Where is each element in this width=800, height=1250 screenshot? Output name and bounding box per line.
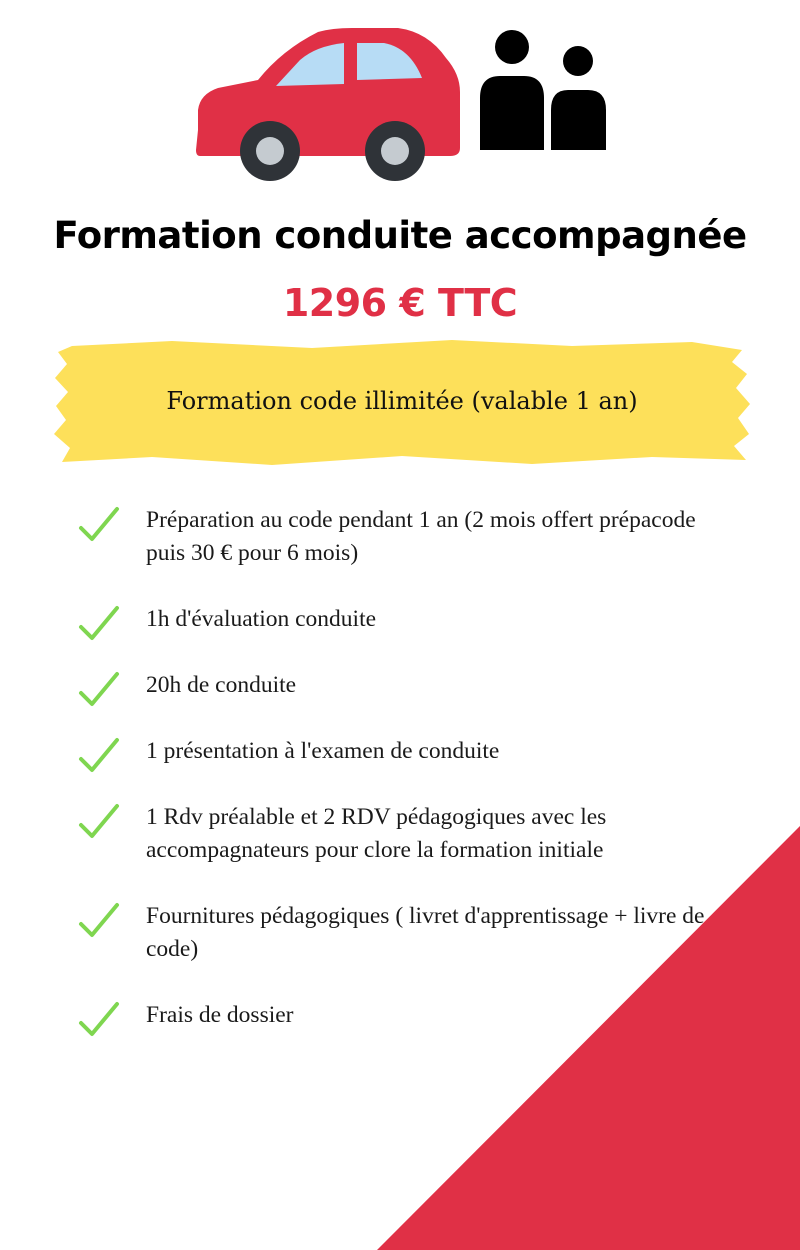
price-label: 1296 € TTC (282, 281, 518, 325)
page-title: Formation conduite accompagnée (53, 214, 747, 257)
list-item (78, 999, 718, 1032)
feature-text: 1 Rdv préalable et 2 RDV pédagogiques avec les accompagnateurs pour clore la formation initiale (146, 804, 607, 863)
feature-text: 1 présentation à l'examen de conduite (146, 738, 500, 764)
list-item (78, 669, 718, 702)
car-icon (196, 28, 460, 181)
check-icon (78, 506, 120, 542)
feature-text: Fournitures pédagogiques ( livret d'apprentissage + livre de code) (146, 903, 705, 962)
check-icon (78, 671, 120, 707)
check-icon (78, 803, 120, 839)
list-item (78, 735, 718, 768)
list-item (78, 603, 718, 636)
check-icon (78, 1001, 120, 1037)
check-icon (78, 902, 120, 938)
hero-illustration (0, 0, 800, 200)
check-icon (78, 605, 120, 641)
highlight-banner (52, 338, 752, 468)
list-item (78, 900, 718, 966)
feature-text: 1h d'évaluation conduite (146, 606, 377, 632)
banner-text: Formation code illimitée (valable 1 an) (166, 387, 638, 415)
feature-text: Préparation au code pendant 1 an (2 mois offert prépacode puis 30 € pour 6 mois) (146, 507, 696, 566)
list-item (78, 504, 718, 570)
features-list (78, 504, 718, 1032)
people-icon (480, 30, 606, 150)
check-icon (78, 737, 120, 773)
feature-text: 20h de conduite (146, 672, 297, 698)
feature-text: Frais de dossier (146, 1002, 294, 1028)
list-item (78, 801, 718, 867)
